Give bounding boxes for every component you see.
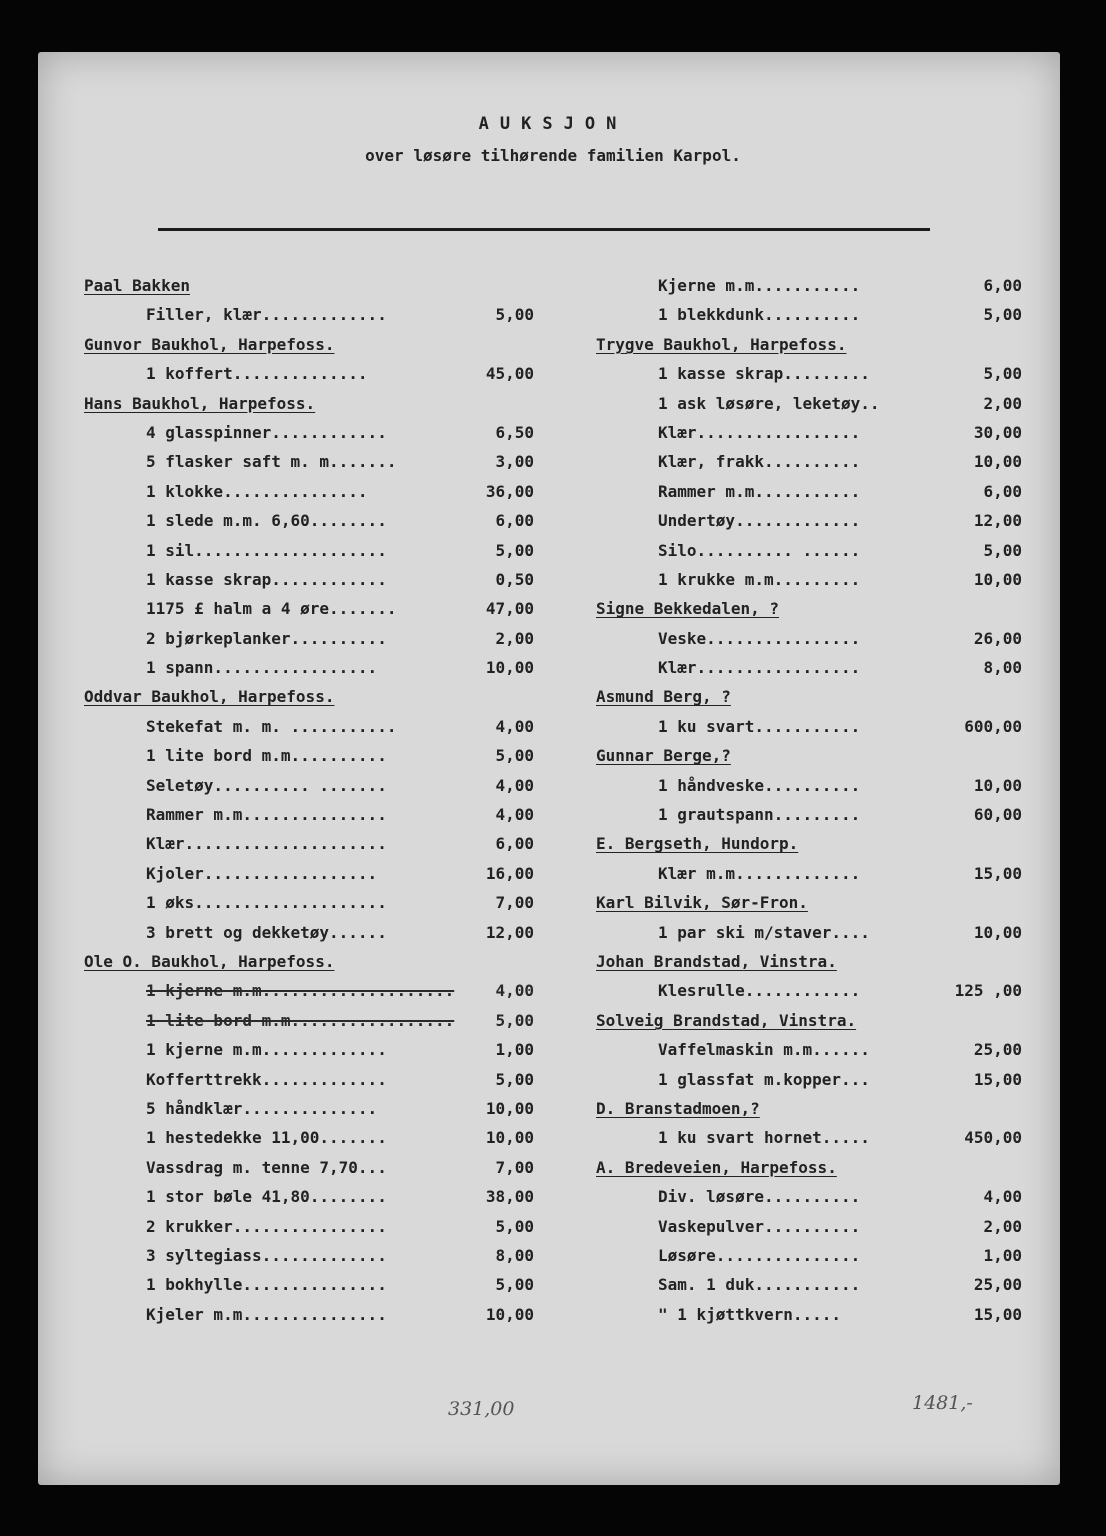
item-description: 3 brett og dekketøy......	[146, 922, 387, 942]
left-column	[84, 271, 534, 1329]
item-description: Klesrulle............	[658, 981, 861, 1001]
item-description: 1 kasse skrap.........	[658, 364, 870, 384]
item-amount: 15,00	[973, 1069, 1022, 1089]
item-row	[84, 888, 534, 917]
item-description: Sam. 1 duk...........	[658, 1275, 861, 1295]
item-description: 1 hestedekke 11,00.......	[146, 1128, 387, 1148]
item-amount: 16,00	[485, 863, 534, 883]
buyer-name: Asmund Berg, ?	[596, 687, 731, 707]
item-description: 1 ku svart hornet.....	[658, 1128, 870, 1148]
item-row	[596, 859, 1022, 888]
item-amount: 2,00	[983, 1216, 1022, 1236]
item-description: Seletøy.......... .......	[146, 775, 387, 795]
item-amount: 47,00	[485, 599, 534, 619]
item-amount: 4,00	[495, 716, 534, 736]
item-row	[596, 653, 1022, 682]
item-amount: 25,00	[973, 1275, 1022, 1295]
item-amount: 6,00	[983, 276, 1022, 295]
item-row	[596, 1241, 1022, 1270]
item-description: 1 slede m.m. 6,60........	[146, 511, 387, 531]
item-description: Vaffelmaskin m.m......	[658, 1040, 870, 1060]
item-amount: 45,00	[485, 364, 534, 384]
buyer-name: Gunnar Berge,?	[596, 746, 731, 766]
item-description: 1 håndveske..........	[658, 775, 861, 795]
right-column	[596, 271, 1022, 1329]
item-amount: 6,50	[495, 422, 534, 442]
item-amount: 5,00	[495, 1216, 534, 1236]
item-description: 1 par ski m/staver....	[658, 922, 870, 942]
item-row	[596, 536, 1022, 565]
item-amount: 600,00	[964, 716, 1022, 736]
item-description: 1 ku svart...........	[658, 716, 861, 736]
item-amount: 10,00	[973, 452, 1022, 472]
item-amount: 5,00	[983, 305, 1022, 325]
item-description: 1 koffert..............	[146, 364, 368, 384]
struck-item-row	[84, 1006, 534, 1035]
item-description: 1 glassfat m.kopper...	[658, 1069, 870, 1089]
item-amount: 0,50	[495, 569, 534, 589]
item-row	[596, 271, 1022, 300]
item-description: Klær.................	[658, 422, 861, 442]
item-row	[596, 918, 1022, 947]
item-row	[596, 565, 1022, 594]
item-amount: 125 ,00	[954, 981, 1022, 1001]
item-row	[84, 506, 534, 535]
item-row	[84, 771, 534, 800]
item-amount: 10,00	[485, 1098, 534, 1118]
right-total-handwritten: 1481,-	[912, 1392, 973, 1414]
item-row	[596, 1035, 1022, 1064]
item-amount: 10,00	[485, 1128, 534, 1148]
item-description: Klær m.m.............	[658, 863, 861, 883]
item-description: 1 kjerne m.m....................	[146, 981, 455, 1001]
item-amount: 15,00	[973, 863, 1022, 883]
item-row	[84, 1153, 534, 1182]
item-description: 1 lite bord m.m.................	[146, 1010, 455, 1030]
item-amount: 10,00	[973, 922, 1022, 942]
item-row	[596, 1212, 1022, 1241]
item-amount: 5,00	[495, 1275, 534, 1295]
item-description: Silo.......... ......	[658, 540, 861, 560]
item-row	[596, 1123, 1022, 1152]
item-amount: 8,00	[983, 658, 1022, 678]
buyer-name: Signe Bekkedalen, ?	[596, 599, 780, 619]
item-amount: 25,00	[973, 1040, 1022, 1060]
item-description: Undertøy.............	[658, 511, 861, 531]
item-amount: 5,00	[495, 746, 534, 766]
item-description: Løsøre...............	[658, 1245, 861, 1265]
item-description: 1 spann.................	[146, 658, 378, 678]
item-amount: 26,00	[973, 628, 1022, 648]
item-row	[84, 1300, 534, 1329]
item-row	[596, 447, 1022, 476]
item-row	[596, 800, 1022, 829]
item-amount: 6,00	[495, 511, 534, 531]
item-amount: 12,00	[485, 922, 534, 942]
item-description: 1 kjerne m.m.............	[146, 1040, 387, 1060]
item-description: 1 øks....................	[146, 893, 387, 913]
item-description: 1 grautspann.........	[658, 805, 861, 825]
item-amount: 5,00	[983, 540, 1022, 560]
buyer-name: Trygve Baukhol, Harpefoss.	[596, 334, 847, 354]
item-row	[596, 1182, 1022, 1211]
buyer-name: Gunvor Baukhol, Harpefoss.	[84, 334, 335, 354]
item-description: 1 kasse skrap............	[146, 569, 387, 589]
item-row	[84, 624, 534, 653]
item-description: 2 krukker................	[146, 1216, 387, 1236]
item-row	[84, 829, 534, 858]
buyer-name: Oddvar Baukhol, Harpefoss.	[84, 687, 335, 707]
item-description: 3 syltegiass.............	[146, 1245, 387, 1265]
item-row	[596, 389, 1022, 418]
buyer-name: Hans Baukhol, Harpefoss.	[84, 393, 316, 413]
item-description: 1 bokhylle...............	[146, 1275, 387, 1295]
item-description: 1 blekkdunk..........	[658, 305, 861, 325]
item-row	[596, 1065, 1022, 1094]
item-row	[84, 653, 534, 682]
item-amount: 10,00	[485, 1304, 534, 1324]
item-amount: 4,00	[495, 981, 534, 1001]
item-row	[84, 477, 534, 506]
buyer-name: D. Branstadmoen,?	[596, 1098, 760, 1118]
buyer-name: E. Bergseth, Hundorp.	[596, 834, 799, 854]
item-description: Rammer m.m...............	[146, 805, 387, 825]
item-row	[84, 447, 534, 476]
item-description: Klær.....................	[146, 834, 387, 854]
item-row	[596, 1270, 1022, 1299]
item-row	[596, 359, 1022, 388]
item-description: 1 lite bord m.m..........	[146, 746, 387, 766]
title-divider	[158, 228, 930, 231]
item-description: 5 flasker saft m. m.......	[146, 452, 397, 472]
item-row	[84, 1241, 534, 1270]
item-amount: 1,00	[983, 1245, 1022, 1265]
buyer-name: Karl Bilvik, Sør-Fron.	[596, 893, 808, 913]
buyer-name: Ole O. Baukhol, Harpefoss.	[84, 951, 335, 971]
item-description: 1 klokke...............	[146, 481, 368, 501]
item-description: 4 glasspinner............	[146, 422, 387, 442]
item-row	[84, 859, 534, 888]
item-description: Vaskepulver..........	[658, 1216, 861, 1236]
item-row	[596, 712, 1022, 741]
item-row	[84, 800, 534, 829]
item-amount: 60,00	[973, 805, 1022, 825]
item-row	[84, 594, 534, 623]
item-row	[84, 300, 534, 329]
item-row	[84, 741, 534, 770]
item-amount: 10,00	[973, 569, 1022, 589]
item-row	[84, 536, 534, 565]
item-amount: 5,00	[495, 1069, 534, 1089]
item-row	[84, 359, 534, 388]
item-amount: 6,00	[495, 834, 534, 854]
item-amount: 10,00	[485, 658, 534, 678]
item-amount: 3,00	[495, 452, 534, 472]
item-description: Klær, frakk..........	[658, 452, 861, 472]
item-row	[84, 565, 534, 594]
item-amount: 4,00	[495, 775, 534, 795]
item-row	[84, 1094, 534, 1123]
item-description: Rammer m.m...........	[658, 481, 861, 501]
item-description: Klær.................	[658, 658, 861, 678]
left-total-handwritten: 331,00	[448, 1398, 515, 1420]
item-amount: 1,00	[495, 1040, 534, 1060]
item-description: Veske................	[658, 628, 861, 648]
item-row	[596, 418, 1022, 447]
item-description: Kjerne m.m...........	[658, 276, 861, 295]
item-row	[84, 1065, 534, 1094]
buyer-name: A. Bredeveien, Harpefoss.	[596, 1157, 837, 1177]
item-row	[84, 418, 534, 447]
item-row	[84, 712, 534, 741]
item-amount: 12,00	[973, 511, 1022, 531]
item-row	[596, 1300, 1022, 1329]
item-amount: 4,00	[495, 805, 534, 825]
item-description: 1 stor bøle 41,80........	[146, 1187, 387, 1207]
item-description: 1 ask løsøre, leketøy..	[658, 393, 880, 413]
item-description: 5 håndklær..............	[146, 1098, 378, 1118]
item-row	[596, 300, 1022, 329]
buyer-name: Solveig Brandstad, Vinstra.	[596, 1010, 857, 1030]
buyer-name: Johan Brandstad, Vinstra.	[596, 951, 837, 971]
item-row	[84, 1212, 534, 1241]
item-description: Vassdrag m. tenne 7,70...	[146, 1157, 387, 1177]
item-amount: 7,00	[495, 893, 534, 913]
item-amount: 6,00	[983, 481, 1022, 501]
item-amount: 30,00	[973, 422, 1022, 442]
buyer-name: Paal Bakken	[84, 276, 190, 295]
item-row	[596, 976, 1022, 1005]
item-amount: 10,00	[973, 775, 1022, 795]
item-amount: 5,00	[495, 305, 534, 325]
struck-item-row	[84, 976, 534, 1005]
item-description: Filler, klær.............	[146, 305, 387, 325]
item-description: Kjeler m.m...............	[146, 1304, 387, 1324]
item-amount: 5,00	[495, 540, 534, 560]
document-subtitle: over løsøre tilhørende familien Karpol.	[365, 146, 741, 165]
item-amount: 15,00	[973, 1304, 1022, 1324]
item-amount: 36,00	[485, 481, 534, 501]
item-description: 1175 £ halm a 4 øre.......	[146, 599, 397, 619]
item-description: 2 bjørkeplanker..........	[146, 628, 387, 648]
item-description: " 1 kjøttkvern.....	[658, 1304, 842, 1324]
document-title: AUKSJON	[478, 114, 628, 134]
item-row	[84, 1123, 534, 1152]
item-row	[596, 771, 1022, 800]
item-description: 1 sil....................	[146, 540, 387, 560]
item-description: Stekefat m. m. ...........	[146, 716, 397, 736]
item-row	[596, 506, 1022, 535]
item-description: Kjoler..................	[146, 863, 378, 883]
item-row	[84, 1182, 534, 1211]
item-amount: 4,00	[983, 1187, 1022, 1207]
item-amount: 7,00	[495, 1157, 534, 1177]
item-amount: 38,00	[485, 1187, 534, 1207]
item-amount: 2,00	[983, 393, 1022, 413]
item-row	[596, 624, 1022, 653]
item-amount: 5,00	[495, 1010, 534, 1030]
item-amount: 2,00	[495, 628, 534, 648]
item-description: Div. løsøre..........	[658, 1187, 861, 1207]
item-amount: 450,00	[964, 1128, 1022, 1148]
item-row	[84, 918, 534, 947]
item-amount: 5,00	[983, 364, 1022, 384]
item-description: Kofferttrekk.............	[146, 1069, 387, 1089]
item-description: 1 krukke m.m.........	[658, 569, 861, 589]
item-row	[596, 477, 1022, 506]
item-row	[84, 1035, 534, 1064]
item-amount: 8,00	[495, 1245, 534, 1265]
item-row	[84, 1270, 534, 1299]
